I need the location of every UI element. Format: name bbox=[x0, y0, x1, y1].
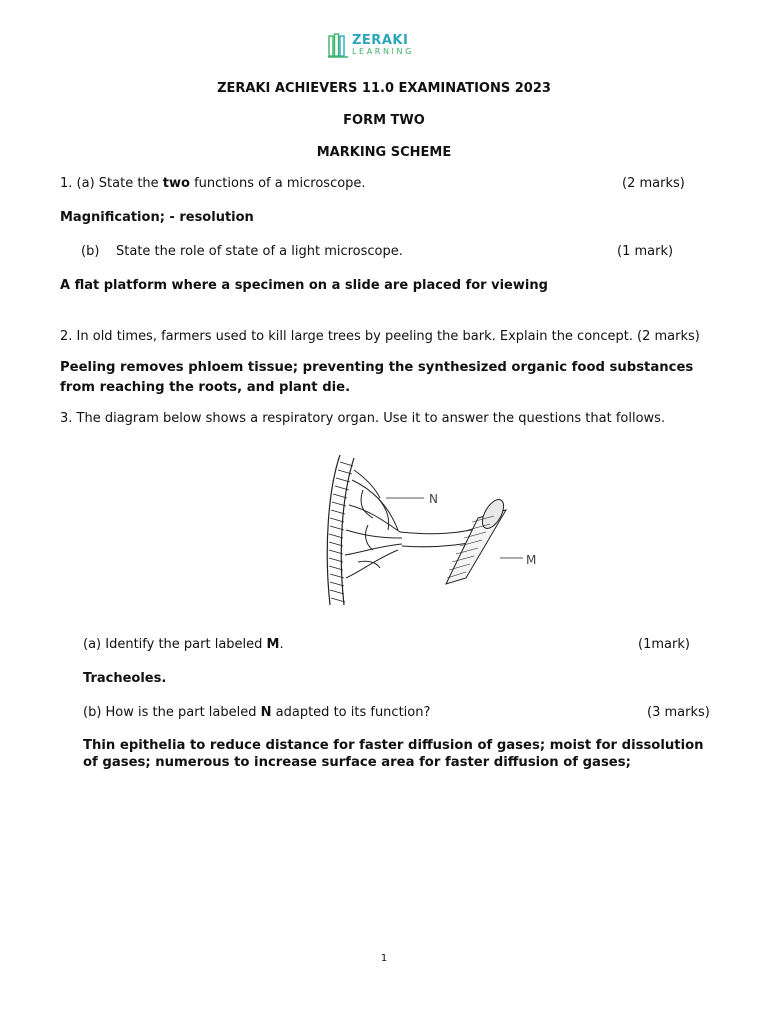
question-3a-marks: (1mark) bbox=[638, 637, 690, 652]
question-2-marks: (2 marks) bbox=[637, 329, 700, 344]
marking-scheme-title: MARKING SCHEME bbox=[316, 145, 452, 160]
zeraki-logo bbox=[328, 32, 438, 60]
question-1b: State the role of state of a light microscope. bbox=[116, 244, 403, 259]
question-3b: (b) How is the part labeled N adapted to its function? bbox=[83, 705, 431, 720]
question-3b-marks: (3 marks) bbox=[647, 705, 710, 720]
question-1a: 1. (a) State the two functions of a microscope. bbox=[60, 176, 366, 191]
logo-brand: ZERAKI bbox=[352, 33, 409, 48]
tracheal-system-illustration bbox=[318, 450, 548, 610]
page-number: 1 bbox=[380, 953, 388, 964]
question-1b-marks: (1 mark) bbox=[617, 244, 674, 259]
answer-3b: Thin epithelia to reduce distance for faster diffusion of gases; moist for dissolution of gases; numerous to increase surface area for faster diffusion of gases; bbox=[83, 738, 704, 770]
question-2: 2. In old times, farmers used to kill large trees by peeling the bark. Explain the concept. bbox=[60, 329, 634, 344]
answer-1a: Magnification; - resolution bbox=[60, 210, 254, 225]
exam-title: ZERAKI ACHIEVERS 11.0 EXAMINATIONS 2023 bbox=[217, 81, 551, 96]
respiratory-organ-diagram bbox=[318, 450, 548, 610]
logo-subtitle: LEARNING bbox=[352, 47, 414, 56]
form-title: FORM TWO bbox=[343, 113, 425, 128]
label-m: M bbox=[526, 553, 537, 567]
question-1b-label: (b) bbox=[81, 244, 100, 259]
question-1a-marks: (2 marks) bbox=[622, 176, 685, 191]
label-n: N bbox=[429, 492, 438, 506]
answer-2: Peeling removes phloem tissue; preventing the synthesized organic food substances from reaching the roots, and plant die. bbox=[60, 360, 694, 395]
answer-3a: Tracheoles. bbox=[83, 671, 167, 686]
books-icon bbox=[328, 32, 350, 58]
question-3: 3. The diagram below shows a respiratory organ. Use it to answer the questions that follows. bbox=[60, 411, 666, 426]
question-3a: (a) Identify the part labeled M. bbox=[83, 637, 284, 652]
answer-1b: A flat platform where a specimen on a slide are placed for viewing bbox=[60, 278, 548, 293]
